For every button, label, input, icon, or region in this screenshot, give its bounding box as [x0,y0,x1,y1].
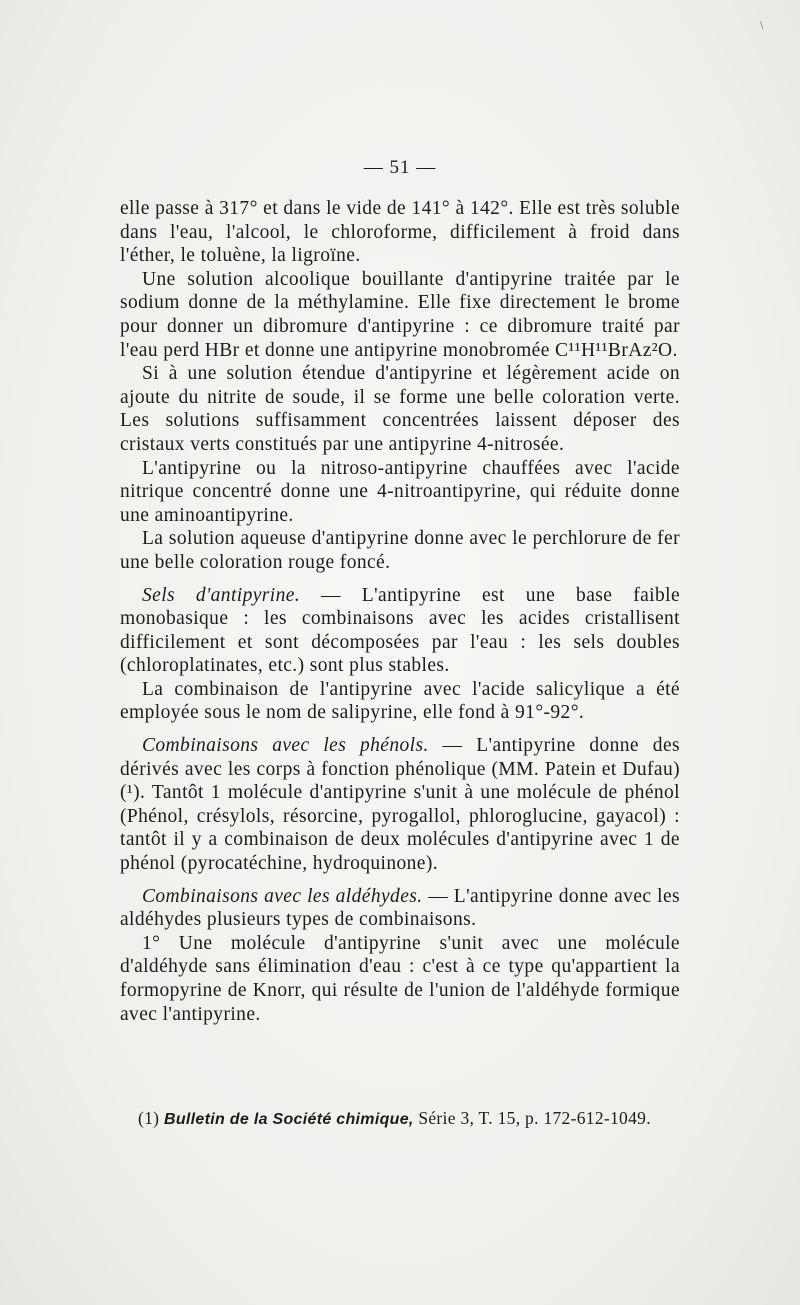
paragraph-2: Une solution alcoolique bouillante d'antipyrine traitée par le sodium donne de la méthylamine. Elle fixe directement le brome pour donner un dibromure d'antipyrine : ce dibromure traité par l'eau perd HBr et donne une antipyrine monobromée C¹¹H¹¹BrAz²O. [120,268,680,361]
section-body-phenols: — L'antipyrine donne des dérivés avec les corps à fonction phénolique (MM. Patein et Dufau) (¹). Tantôt 1 molécule d'antipyrine s'unit à une molécule de phénol (Phénol, crésylols, résorcine, pyrogallol, phloroglucine, gayacol) : tantôt il y a combinaison de deux molécules d'antipyrine avec 1 de phénol (pyrocatéchine, hydroquinone). [120,735,680,875]
paragraph-4: L'antipyrine ou la nitroso-antipyrine chauffées avec l'acide nitrique concentré donne une 4-nitroantipyrine, qui réduite donne une aminoantipyrine. [120,457,680,526]
paragraph-sels [120,584,680,678]
footnote-reference: Série 3, T. 15, p. 172-612-1049. [413,1108,651,1128]
section-body-sels: — L'antipyrine est une base faible monobasique : les combinaisons avec les acides cristallisent difficilement et sont décomposées par l'eau : les sels doubles (chloroplatinates, etc.) sont plus stables. [120,584,680,677]
body-text [120,197,680,1026]
paragraph-aldehydes [120,885,680,932]
paragraph-5: La solution aqueuse d'antipyrine donne avec le perchlorure de fer une belle coloration rouge foncé. [120,528,680,573]
section-title-aldehydes: Combinaisons avec les aldéhydes. [142,885,423,907]
paragraph-salipyrine: La combinaison de l'antipyrine avec l'acide salicylique a été employée sous le nom de salipyrine, elle fond à 91°-92°. [120,678,680,724]
paragraph-3: Si à une solution étendue d'antipyrine et légèrement acide on ajoute du nitrite de soude, il se forme une belle coloration verte. Les solutions suffisamment concentrées laissent déposer des cristaux verts constitués par une antipyrine 4-nitrosée. [120,363,680,455]
footnote [138,1108,698,1129]
page-number-header: — 51 — [363,157,437,178]
footnote-number: (1) [138,1108,160,1128]
corner-mark: \ [760,18,764,32]
section-title-phenols: Combinaisons avec les phénols. [142,735,429,757]
paragraph-phenols [120,734,680,876]
paragraph-1: elle passe à 317° et dans le vide de 141° à 142°. Elle est très soluble dans l'eau, l'alcool, le chloroforme, difficilement à froid dans l'éther, le toluène, la ligroïne. [120,198,680,267]
paragraph-formopyrine: 1° Une molécule d'antipyrine s'unit avec une molécule d'aldéhyde sans élimination d'eau : c'est à ce type qu'appartient la formopyrine de Knorr, qui résulte de l'union de l'aldéhyde formique avec l'antipyrine. [120,932,680,1025]
section-body-aldehydes: — L'antipyrine donne avec les aldéhydes plusieurs types de combinaisons. [120,885,681,931]
section-title-sels: Sels d'antipyrine. [142,584,301,606]
footnote-source: Bulletin de la Société chimique, [164,1111,414,1128]
